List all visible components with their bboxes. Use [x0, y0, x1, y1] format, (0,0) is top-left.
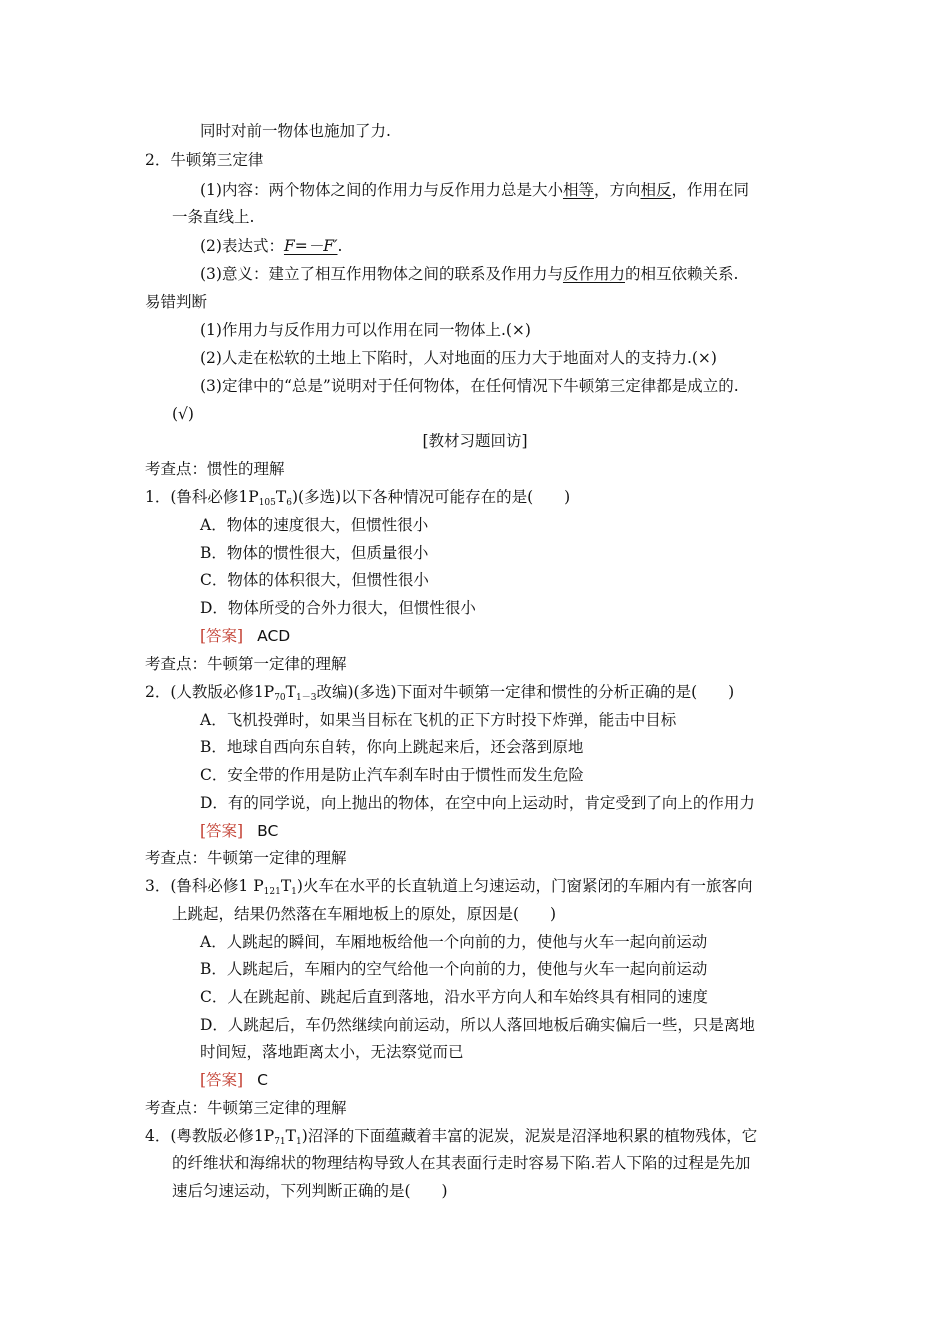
answer: [200, 821, 278, 841]
answer-blank: 相反: [640, 181, 672, 199]
topic-label: 考查点：牛顿第一定律的理解: [145, 655, 347, 673]
question-stem-cont: 上跳起，结果仍然落在车厢地板上的原处，原因是( ): [172, 905, 557, 923]
option-c: C．物体的体积很大，但惯性很小: [200, 571, 429, 589]
answer-value: C: [257, 1071, 268, 1089]
option-c: C．人在跳起前、跳起后直到落地，沿水平方向人和车始终具有相同的速度: [200, 988, 708, 1006]
text-line: (2)人走在松软的土地上下陷时，人对地面的压力大于地面对人的支持力.(×): [200, 349, 717, 367]
section-heading: 2．牛顿第三定律: [145, 151, 264, 169]
option-a: A．人跳起的瞬间，车厢地板给他一个向前的力，使他与火车一起向前运动: [200, 933, 708, 951]
option-d: D．物体所受的合外力很大，但惯性很小: [200, 599, 476, 617]
answer-blank: 反作用力: [562, 265, 625, 283]
question-stem: 2．(人教版必修$1P_{70}T_{1-3}$改编)(多选)下面对牛顿第一定律和惯性的分析正确的是( ): [145, 683, 735, 703]
topic-label: 考查点：牛顿第一定律的理解: [145, 849, 347, 867]
option-d-cont: 时间短，落地距离太小，无法察觉而已: [200, 1043, 464, 1061]
answer-label: [答案]: [200, 1071, 244, 1089]
topic-label: 考查点：惯性的理解: [145, 460, 285, 478]
question-stem: 4．(粤教版必修$1P_{71}T_1$)沼泽的下面蕴藏着丰富的泥炭，泥炭是沼泽地积累的植物残体，它: [145, 1127, 758, 1147]
option-b: B．地球自西向东自转，你向上跳起来后，还会落到原地: [200, 738, 584, 756]
text-line: 一条直线上.: [172, 208, 255, 226]
text-line: 同时对前一物体也施加了力.: [200, 122, 391, 140]
section-heading: 易错判断: [145, 293, 208, 311]
question-stem-cont: 的纤维状和海绵状的物理结构导致人在其表面行走时容易下陷.若人下陷的过程是先加: [172, 1154, 751, 1172]
option-d: D．人跳起后，车仍然继续向前运动，所以人落回地板后确实偏后一些，只是离地: [200, 1016, 755, 1034]
option-a: A．物体的速度很大，但惯性很小: [200, 516, 429, 534]
topic-label: 考查点：牛顿第三定律的理解: [145, 1099, 347, 1117]
answer-label: [答案]: [200, 822, 244, 840]
option-d: D．有的同学说，向上抛出的物体，在空中向上运动时，肯定受到了向上的作用力: [200, 794, 755, 812]
text-line: (√): [172, 405, 194, 423]
text-line: (3)定律中的“总是”说明对于任何物体，在任何情况下牛顿第三定律都是成立的.: [200, 377, 739, 395]
question-stem-cont: 速后匀速运动，下列判断正确的是( ): [172, 1182, 448, 1200]
option-a: A．飞机投弹时，如果当目标在飞机的正下方时投下炸弹，能击中目标: [200, 711, 677, 729]
answer-blank: F=－F′: [283, 237, 338, 255]
answer: [200, 626, 290, 646]
question-stem: 3．(鲁科必修1 $P_{121}T_1$)火车在水平的长直轨道上匀速运动，门窗紧闭的车厢内有一旅客向: [145, 877, 753, 897]
text-line: (1)内容：两个物体之间的作用力与反作用力总是大小相等，方向相反，作用在同: [200, 181, 750, 199]
answer-blank: 相等: [562, 181, 594, 199]
text-line: (1)作用力与反作用力可以作用在同一物体上.(×): [200, 321, 531, 339]
text-line: (2)表达式：F=－F′.: [200, 237, 343, 255]
option-b: B．人跳起后，车厢内的空气给他一个向前的力，使他与火车一起向前运动: [200, 960, 708, 978]
answer: [200, 1070, 268, 1090]
section-title: [教材习题回访]: [422, 432, 528, 450]
text-line: (3)意义：建立了相互作用物体之间的联系及作用力与反作用力的相互依赖关系.: [200, 265, 739, 283]
option-c: C．安全带的作用是防止汽车刹车时由于惯性而发生危险: [200, 766, 584, 784]
answer-value: BC: [257, 822, 279, 840]
option-b: B．物体的惯性很大，但质量很小: [200, 544, 429, 562]
question-stem: 1．(鲁科必修$1P_{105}T_6$)(多选)以下各种情况可能存在的是( ): [145, 488, 571, 508]
answer-value: ACD: [257, 627, 291, 645]
answer-label: [答案]: [200, 627, 244, 645]
